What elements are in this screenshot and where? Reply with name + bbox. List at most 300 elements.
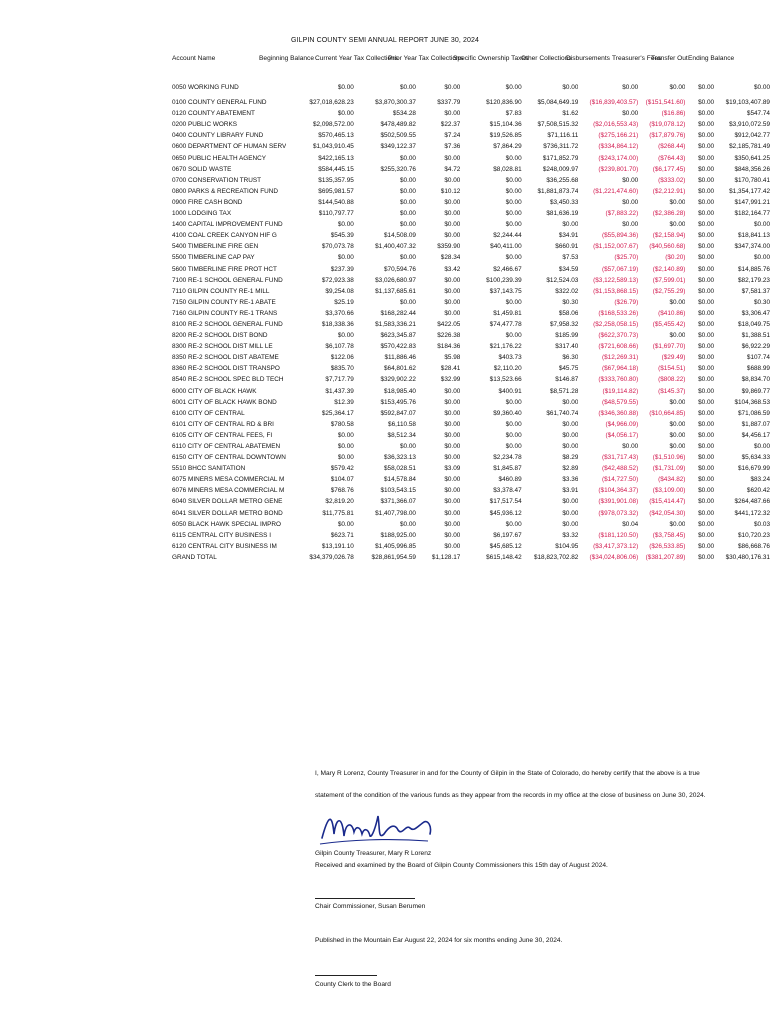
table-cell: $1,137,685.61 xyxy=(375,287,416,295)
table-cell: $147,991.21 xyxy=(734,198,770,206)
table-cell: ($239,801.70) xyxy=(598,165,639,173)
table-row xyxy=(172,330,770,341)
table-cell: $37,143.75 xyxy=(489,287,522,295)
table-row xyxy=(172,441,770,452)
table-cell: $7.53 xyxy=(562,254,579,262)
report-body xyxy=(172,82,770,563)
table-cell: $460.89 xyxy=(498,476,522,484)
table-cell: $0.00 xyxy=(698,431,715,439)
table-row xyxy=(172,286,770,297)
table-cell: $104,368.53 xyxy=(734,398,770,406)
table-cell: $441,172.32 xyxy=(734,509,770,517)
table-cell: $349,122.37 xyxy=(380,143,416,151)
table-cell: $0.00 xyxy=(562,443,579,450)
table-cell: $0.00 xyxy=(505,221,522,229)
table-row xyxy=(172,341,770,352)
table-cell: $58,028.51 xyxy=(383,465,416,473)
table-cell: $34,379,026.78 xyxy=(309,553,354,561)
table-cell: $0.00 xyxy=(399,520,416,528)
table-cell: $0.00 xyxy=(399,210,416,218)
table-cell: $0.00 xyxy=(562,398,579,406)
table-cell: $30,480,176.31 xyxy=(725,553,770,561)
table-cell: ($19,114.82) xyxy=(602,387,639,395)
table-cell: $0.00 xyxy=(337,443,354,450)
table-cell: $0.00 xyxy=(444,387,461,395)
table-cell: $185.99 xyxy=(555,332,579,340)
table-row xyxy=(172,452,770,463)
table-cell: $317.40 xyxy=(555,343,579,351)
table-cell: $83.24 xyxy=(750,476,770,484)
table-cell: $0.00 xyxy=(444,498,461,506)
table-cell: $32.99 xyxy=(440,376,461,384)
table-cell: $19,103,407.89 xyxy=(725,99,770,107)
table-cell: $780.58 xyxy=(330,420,354,428)
table-cell: $0.00 xyxy=(698,343,715,351)
header-disbursements: Disbursements xyxy=(566,55,610,62)
table-cell: ($48,579.55) xyxy=(601,398,639,406)
table-cell: $1,845.87 xyxy=(493,465,522,473)
table-cell: ($275,166.21) xyxy=(598,132,639,140)
table-row xyxy=(172,319,770,330)
table-cell: $6,197.67 xyxy=(493,531,522,539)
table-cell: $0.00 xyxy=(562,509,579,517)
account-name: 0600 DEPARTMENT OF HUMAN SERV xyxy=(172,143,287,151)
table-cell: $0.00 xyxy=(698,84,715,91)
table-cell: $8,028.81 xyxy=(493,165,522,173)
table-row xyxy=(172,297,770,308)
table-cell: $768.76 xyxy=(330,487,354,495)
table-cell: $0.00 xyxy=(698,553,715,561)
table-cell: $0.03 xyxy=(754,520,770,528)
table-cell: $0.00 xyxy=(444,221,461,229)
header-ending: Ending Balance xyxy=(688,55,735,62)
report-table xyxy=(172,82,770,563)
account-name: 6105 CITY OF CENTRAL FEES, FI xyxy=(172,431,273,439)
clerk-line: County Clerk to the Board xyxy=(315,981,391,988)
table-cell: $0.00 xyxy=(444,409,461,417)
table-cell: $660.91 xyxy=(555,243,579,251)
table-cell: $0.00 xyxy=(698,409,715,417)
table-cell: ($31,717.43) xyxy=(601,454,639,462)
table-cell: ($2,755.29) xyxy=(652,287,686,295)
table-cell: ($2,258,058.15) xyxy=(593,320,639,328)
table-cell: ($145.37) xyxy=(658,387,686,395)
header-other: Other Collections xyxy=(521,55,572,62)
table-cell: $104.95 xyxy=(555,542,579,550)
table-cell: $0.00 xyxy=(698,387,715,395)
table-cell: ($7,599.01) xyxy=(652,276,686,284)
table-cell: $0.00 xyxy=(337,84,354,91)
table-cell: ($168,533.26) xyxy=(598,309,639,317)
table-cell: $2,244.44 xyxy=(493,232,522,240)
header-transfer-out: Transfer Out xyxy=(651,55,688,62)
certification-text: I, Mary R Lorenz, County Treasurer in and for the County of Gilpin in the State of Colorado, do hereby certify that the above is a true statement of the condition of the various funds as they appear from the records in my office at the close of business on June 30, 2024. xyxy=(315,770,706,799)
table-cell: $0.00 xyxy=(698,443,715,450)
table-cell: $0.00 xyxy=(562,84,579,91)
table-cell: $171,852.79 xyxy=(542,154,579,162)
table-cell: $0.00 xyxy=(337,520,354,528)
table-cell: $0.00 xyxy=(698,465,715,473)
table-row xyxy=(172,408,770,419)
table-cell: $3,378.47 xyxy=(493,487,522,495)
treasurer-signature xyxy=(318,808,438,850)
table-cell: $58.06 xyxy=(558,309,579,317)
account-name: 1000 LODGING TAX xyxy=(172,210,232,218)
table-cell: ($333,760.80) xyxy=(598,376,639,384)
table-cell: $0.00 xyxy=(337,332,354,340)
table-cell: ($346,360.88) xyxy=(598,409,639,417)
table-cell: $3,910,072.59 xyxy=(729,121,770,129)
table-cell: $0.00 xyxy=(399,154,416,162)
table-cell: $3.09 xyxy=(444,465,461,473)
table-cell: $2,819.20 xyxy=(325,498,354,506)
table-cell: ($721,608.66) xyxy=(598,343,639,351)
table-cell: ($381,207.89) xyxy=(645,553,686,561)
account-name: 7160 GILPIN COUNTY RE-1 TRANS xyxy=(172,309,278,317)
table-cell: $153,495.76 xyxy=(380,398,416,406)
table-cell: $28.34 xyxy=(440,254,461,262)
table-cell: $7,864.29 xyxy=(493,143,522,151)
table-cell: $72,923.38 xyxy=(321,276,354,284)
table-cell: $0.00 xyxy=(444,443,461,450)
account-name: 6076 MINERS MESA COMMERCIAL M xyxy=(172,487,285,495)
table-cell: $400.91 xyxy=(498,387,522,395)
table-cell: ($151,541.60) xyxy=(645,99,686,107)
table-cell: $0.00 xyxy=(698,487,715,495)
table-cell: $3.42 xyxy=(444,265,461,273)
table-cell: $7,958.32 xyxy=(549,320,579,328)
table-cell: $0.00 xyxy=(444,232,461,240)
table-cell: $13,523.66 xyxy=(489,376,522,384)
table-cell: ($4,056.17) xyxy=(605,431,639,439)
table-cell: $0.00 xyxy=(669,443,686,450)
account-name: 0650 PUBLIC HEALTH AGENCY xyxy=(172,154,267,162)
table-cell: $0.00 xyxy=(698,210,715,218)
table-cell: $70,073.78 xyxy=(321,243,354,251)
table-cell: $14,508.09 xyxy=(383,232,416,240)
chair-line: Chair Commissioner, Susan Berumen xyxy=(315,903,426,910)
header-beginning: Beginning Balance xyxy=(259,55,314,62)
table-cell: $359.90 xyxy=(437,243,461,251)
table-cell: $255,320.76 xyxy=(380,165,416,173)
table-cell: $0.00 xyxy=(669,221,686,229)
account-name: 0200 PUBLIC WORKS xyxy=(172,121,237,129)
table-cell: $1,043,910.45 xyxy=(312,143,354,151)
table-cell: $3,370.66 xyxy=(325,309,354,317)
table-row xyxy=(172,363,770,374)
account-name: 6115 CENTRAL CITY BUSINESS I xyxy=(172,531,271,539)
table-cell: ($34,024,806.06) xyxy=(589,553,639,561)
table-cell: $0.00 xyxy=(399,176,416,184)
table-cell: ($2,158.94) xyxy=(652,232,686,240)
table-cell: $615,148.42 xyxy=(486,553,522,561)
table-cell: ($154.51) xyxy=(658,365,686,373)
header-prior-tax: Prior Year Tax Collections xyxy=(388,55,464,62)
table-cell: $2,466.67 xyxy=(493,265,522,273)
table-cell: $0.00 xyxy=(698,454,715,462)
table-row xyxy=(172,219,770,230)
table-cell: $0.00 xyxy=(562,431,579,439)
table-cell: $0.00 xyxy=(698,320,715,328)
table-cell: $0.00 xyxy=(562,221,579,229)
table-cell: $2.89 xyxy=(562,465,579,473)
table-cell: $6,922.29 xyxy=(741,343,770,351)
table-cell: ($17,879.76) xyxy=(649,132,686,140)
table-cell: $18,823,702.82 xyxy=(533,553,579,561)
table-row xyxy=(172,130,770,141)
table-cell: $11,775.81 xyxy=(322,509,354,517)
account-name: 8300 RE-2 SCHOOL DIST MILL LE xyxy=(172,343,273,351)
table-cell: $8,834.70 xyxy=(741,376,770,384)
table-cell: $0.00 xyxy=(669,520,686,528)
table-cell: $0.00 xyxy=(562,498,579,506)
account-name: 6040 SILVER DOLLAR METRO GENE xyxy=(172,498,283,506)
table-cell: $848,356.26 xyxy=(734,165,770,173)
table-cell: $27,018,628.23 xyxy=(309,99,354,107)
table-cell: $0.00 xyxy=(754,84,770,91)
table-cell: $0.00 xyxy=(444,542,461,550)
account-name: 4100 COAL CREEK CANYON HIF G xyxy=(172,232,277,240)
table-row xyxy=(172,352,770,363)
table-cell: $4.72 xyxy=(444,165,461,173)
table-cell: $264,487.66 xyxy=(734,498,770,506)
account-name: 1400 CAPITAL IMPROVEMENT FUND xyxy=(172,221,283,229)
table-cell: $0.00 xyxy=(698,509,715,517)
account-name: 8540 RE-2 SCHOOL SPEC BLD TECH xyxy=(172,376,284,384)
table-cell: $0.00 xyxy=(698,531,715,539)
treasurer-title: Gilpin County Treasurer, Mary R Lorenz xyxy=(315,850,432,857)
table-cell: $18,049.75 xyxy=(738,320,770,328)
table-cell: $736,311.72 xyxy=(543,143,579,151)
table-cell: $11,886.46 xyxy=(384,354,416,362)
account-name: 8100 RE-2 SCHOOL GENERAL FUND xyxy=(172,320,283,328)
table-cell: $0.00 xyxy=(698,365,715,373)
table-cell: $110,797.77 xyxy=(318,210,354,218)
table-cell: $71,116.11 xyxy=(547,132,579,140)
table-cell: $0.00 xyxy=(505,187,522,195)
table-cell: $0.00 xyxy=(698,476,715,484)
table-cell: $329,902.22 xyxy=(380,376,416,384)
account-name: 0100 COUNTY GENERAL FUND xyxy=(172,99,267,107)
table-cell: ($12,269.31) xyxy=(601,354,639,362)
table-cell: $688.99 xyxy=(746,365,770,373)
table-cell: $0.00 xyxy=(698,398,715,406)
table-cell: ($1,152,007.67) xyxy=(593,243,639,251)
table-cell: $104.07 xyxy=(330,476,354,484)
table-cell: $5.98 xyxy=(444,354,461,362)
table-cell: $0.00 xyxy=(399,187,416,195)
table-cell: $0.00 xyxy=(622,221,639,229)
table-cell: $623,345.87 xyxy=(380,332,416,340)
account-name: 0700 CONSERVATION TRUST xyxy=(172,176,262,184)
table-cell: $0.00 xyxy=(505,176,522,184)
table-cell: $0.00 xyxy=(505,210,522,218)
table-cell: $135,357.95 xyxy=(318,176,354,184)
account-name: 7100 RE-1 SCHOOL GENERAL FUND xyxy=(172,276,283,284)
table-row xyxy=(172,97,770,108)
table-cell: ($1,221,474.60) xyxy=(593,187,639,195)
table-cell: $0.00 xyxy=(337,221,354,229)
table-cell: ($268.44) xyxy=(658,143,686,151)
table-cell: ($55,894.36) xyxy=(601,232,639,240)
table-cell: $0.00 xyxy=(698,110,715,118)
table-cell: $10,720.23 xyxy=(738,531,770,539)
table-cell: $592,847.07 xyxy=(380,409,416,417)
table-cell: $534.28 xyxy=(392,110,416,118)
table-cell: $422,165.13 xyxy=(318,154,354,162)
table-cell: $0.00 xyxy=(444,154,461,162)
table-cell: $620.42 xyxy=(746,487,770,495)
table-cell: $0.00 xyxy=(698,254,715,262)
table-cell: $0.00 xyxy=(444,420,461,428)
table-cell: $0.00 xyxy=(444,531,461,539)
table-cell: $16,679.99 xyxy=(738,465,770,473)
table-cell: $28.41 xyxy=(440,365,461,373)
table-cell: $1,388.51 xyxy=(741,332,770,340)
account-name: GRAND TOTAL xyxy=(172,553,217,561)
table-cell: $0.00 xyxy=(698,243,715,251)
table-cell: $7.36 xyxy=(444,143,461,151)
table-cell: $0.00 xyxy=(698,298,715,306)
table-cell: $1,128.17 xyxy=(431,553,461,561)
table-cell: $545.39 xyxy=(330,232,354,240)
table-cell: $7.83 xyxy=(505,110,522,118)
table-cell: $100,239.39 xyxy=(486,276,522,284)
table-cell: $0.00 xyxy=(698,154,715,162)
table-cell: $120,836.90 xyxy=(486,99,522,107)
account-name: 8200 RE-2 SCHOOL DIST BOND xyxy=(172,332,268,340)
table-cell: $0.00 xyxy=(337,431,354,439)
table-cell: $0.00 xyxy=(444,287,461,295)
table-cell: $0.00 xyxy=(622,198,639,206)
table-cell: $17,517.54 xyxy=(489,498,522,506)
table-cell: $0.00 xyxy=(505,332,522,340)
table-cell: ($808.22) xyxy=(658,376,686,384)
table-cell: $4,456.17 xyxy=(741,431,770,439)
table-cell: $0.00 xyxy=(399,443,416,450)
table-cell: $695,981.57 xyxy=(318,187,354,195)
table-row xyxy=(172,374,770,385)
table-cell: $0.00 xyxy=(505,443,522,450)
table-cell: $14,885.76 xyxy=(738,265,770,273)
table-cell: $0.00 xyxy=(444,198,461,206)
table-cell: $86,668.76 xyxy=(738,542,770,550)
table-cell: $0.00 xyxy=(698,187,715,195)
account-name: 8360 RE-2 SCHOOL DIST TRANSPO xyxy=(172,365,280,373)
table-cell: $146.87 xyxy=(555,376,579,384)
table-cell: ($104,364.37) xyxy=(598,487,639,495)
account-name: 6001 CITY OF BLACK HAWK BOND xyxy=(172,398,277,406)
table-cell: $182,164.77 xyxy=(734,210,770,218)
table-cell: $107.74 xyxy=(746,354,770,362)
table-cell: ($243,174.00) xyxy=(598,154,639,162)
table-cell: $28,861,954.59 xyxy=(371,553,416,561)
table-cell: $0.00 xyxy=(399,84,416,91)
table-cell: $547.74 xyxy=(746,110,770,118)
account-name: 6150 CITY OF CENTRAL DOWNTOWN xyxy=(172,454,286,462)
table-cell: $64,801.62 xyxy=(383,365,416,373)
table-cell: $0.00 xyxy=(399,254,416,262)
table-cell: $5,084,649.19 xyxy=(537,99,579,107)
table-cell: $6,107.78 xyxy=(325,343,354,351)
account-name: 7150 GILPIN COUNTY RE-1 ABATE xyxy=(172,298,276,306)
table-cell: ($40,560.68) xyxy=(649,243,686,251)
table-cell: ($15,414.47) xyxy=(649,498,686,506)
table-cell: ($2,386.28) xyxy=(652,210,686,218)
table-cell: $1,354,177.42 xyxy=(729,187,770,195)
table-cell: ($1,731.09) xyxy=(652,465,686,473)
table-cell: $0.00 xyxy=(698,309,715,317)
table-cell: $61,740.74 xyxy=(546,409,579,417)
table-row xyxy=(172,264,770,275)
table-cell: $45,685.12 xyxy=(489,542,522,550)
table-cell: $0.00 xyxy=(444,176,461,184)
table-cell: $502,509.55 xyxy=(380,132,416,140)
table-cell: $0.30 xyxy=(754,298,770,306)
table-cell: $0.00 xyxy=(444,487,461,495)
table-cell: $45.75 xyxy=(558,365,579,373)
table-cell: $0.00 xyxy=(669,420,686,428)
table-cell: $0.00 xyxy=(505,520,522,528)
table-cell: $1,459.81 xyxy=(493,309,522,317)
table-cell: $1,407,798.00 xyxy=(375,509,416,517)
table-cell: $623.71 xyxy=(330,531,354,539)
account-name: 5400 TIMBERLINE FIRE GEN xyxy=(172,243,259,251)
table-cell: ($391,901.08) xyxy=(598,498,639,506)
column-headers xyxy=(0,55,770,65)
table-cell: $3.91 xyxy=(562,487,579,495)
table-cell: $0.00 xyxy=(669,398,686,406)
table-cell: $226.38 xyxy=(437,332,461,340)
table-cell: $7,717.79 xyxy=(325,376,354,384)
table-cell: ($16,839,403.57) xyxy=(589,99,639,107)
table-cell: $0.00 xyxy=(669,298,686,306)
table-row xyxy=(172,175,770,186)
table-cell: $371,366.07 xyxy=(380,498,416,506)
table-row xyxy=(172,496,770,507)
account-name: 0050 WORKING FUND xyxy=(172,84,239,91)
table-cell: $21,176.22 xyxy=(489,343,522,351)
table-cell: $0.30 xyxy=(562,298,579,306)
header-current-tax: Current Year Tax Collections xyxy=(315,55,399,62)
table-cell: $0.00 xyxy=(444,210,461,218)
table-cell: $22.37 xyxy=(440,121,461,129)
table-cell: $3.32 xyxy=(562,531,579,539)
table-cell: ($14,727.50) xyxy=(601,476,639,484)
table-cell: $0.00 xyxy=(444,431,461,439)
table-cell: $0.00 xyxy=(444,84,461,91)
table-row xyxy=(172,108,770,119)
table-cell: $15,104.36 xyxy=(489,121,522,129)
table-cell: ($764.43) xyxy=(658,154,686,162)
table-cell: ($334,864.12) xyxy=(598,143,639,151)
table-cell: $9,360.40 xyxy=(493,409,522,417)
table-row xyxy=(172,197,770,208)
table-cell: $19,526.85 xyxy=(489,132,522,140)
table-cell: $0.00 xyxy=(698,376,715,384)
table-cell: $13,191.10 xyxy=(321,542,354,550)
table-cell: $0.00 xyxy=(399,221,416,229)
table-cell: $74,477.78 xyxy=(489,320,522,328)
table-cell: $8,571.28 xyxy=(549,387,579,395)
table-cell: $6,110.58 xyxy=(388,420,416,428)
table-cell: $0.00 xyxy=(444,509,461,517)
account-name: 0800 PARKS & RECREATION FUND xyxy=(172,187,278,195)
account-name: 6075 MINERS MESA COMMERCIAL M xyxy=(172,476,285,484)
table-cell: $0.00 xyxy=(698,221,715,229)
table-cell: $347,374.00 xyxy=(734,243,770,251)
table-cell: $0.00 xyxy=(444,298,461,306)
